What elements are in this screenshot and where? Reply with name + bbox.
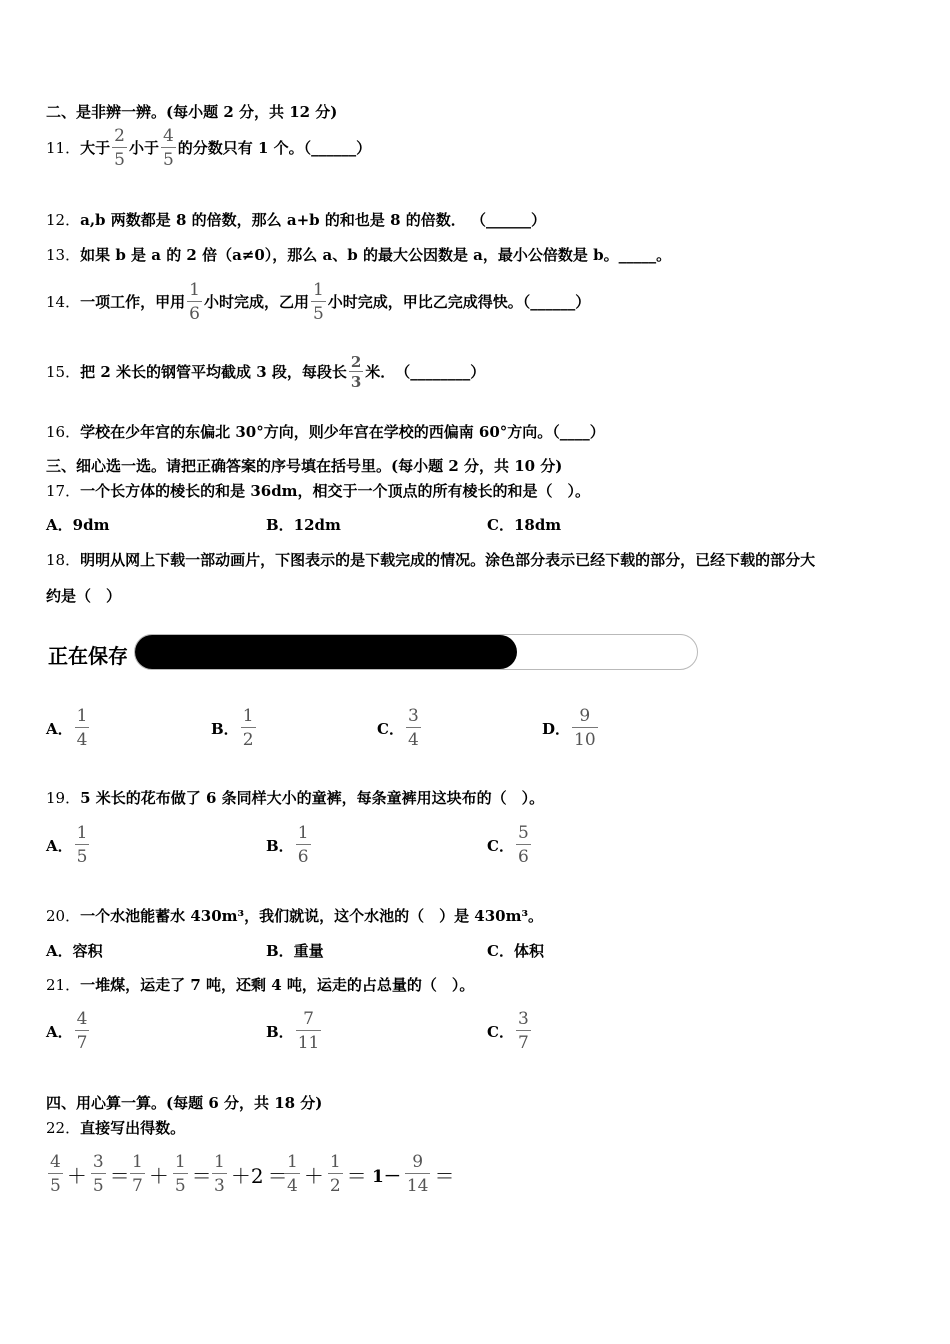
question-text: 5 米长的花布做了 6 条同样大小的童裤，每条童裤用这块布的（ ）。 — [80, 789, 545, 807]
fraction: $\frac{3}{7}$ — [517, 1009, 529, 1053]
fraction: $\frac{1}{3}$ — [214, 1152, 225, 1196]
question-number: 12． — [46, 211, 81, 229]
option-b[interactable] — [266, 1009, 323, 1053]
operator: ＋ — [303, 1163, 324, 1188]
question-number: 14． — [46, 293, 81, 311]
fraction: $\frac{1}{5}$ — [312, 280, 324, 324]
fraction: $\frac{1}{2}$ — [242, 706, 254, 750]
question-text: 如果 b 是 a 的 2 倍（a≠0），那么 a、b 的最大公因数是 a，最小公倍数是 b。_____。 — [80, 246, 672, 264]
fraction: $\frac{1}{6}$ — [297, 823, 309, 867]
question-text: 米． （________） — [365, 363, 486, 381]
question-text: 把 2 米长的钢管平均截成 3 段，每段长 — [80, 363, 347, 381]
progress-label: 正在保存 — [48, 644, 128, 668]
option-label: C． — [377, 719, 404, 738]
question-number: 16． — [46, 423, 81, 441]
option-label: B． — [266, 836, 294, 855]
section-4-heading: 四、用心算一算。(每题 6 分，共 18 分) — [46, 1094, 323, 1112]
question-19 — [46, 788, 544, 808]
fraction: $\frac{9}{14}$ — [406, 1152, 429, 1196]
question-number: 20． — [46, 907, 81, 925]
fraction: $\frac{1}{5}$ — [76, 823, 88, 867]
question-number: 11． — [46, 139, 81, 157]
option-a[interactable]: A．9dm — [46, 516, 110, 534]
option-d[interactable] — [542, 706, 600, 750]
question-number: 22． — [46, 1119, 81, 1137]
question-18-line-2: 约是（ ） — [46, 587, 122, 605]
fraction: $\frac{1}{6}$ — [189, 280, 200, 324]
question-text: a,b 两数都是 8 的倍数，那么 a+b 的和也是 8 的倍数． （______） — [80, 211, 546, 229]
option-label: C． — [487, 836, 514, 855]
question-20 — [46, 906, 543, 926]
calc-item — [210, 1152, 290, 1196]
fraction: $\frac{1}{4}$ — [76, 706, 88, 750]
question-15 — [46, 354, 485, 390]
question-11 — [46, 126, 371, 170]
operator: ＋ — [66, 1163, 87, 1188]
question-text: 学校在少年宫的东偏北 30°方向，则少年宫在学校的西偏南 60°方向。（____） — [80, 423, 605, 441]
option-label: B． — [211, 719, 239, 738]
question-12 — [46, 210, 546, 230]
question-number: 15． — [46, 363, 81, 381]
fraction: $\frac{4}{7}$ — [76, 1009, 88, 1053]
option-label: A． — [46, 1022, 73, 1041]
calc-item — [128, 1152, 214, 1196]
question-text: 小于 — [128, 139, 159, 157]
question-text: 小时完成，甲比乙完成得快。（______） — [327, 293, 591, 311]
question-number: 19． — [46, 789, 81, 807]
question-13 — [46, 245, 671, 265]
fraction: $\frac{1}{2}$ — [329, 1152, 341, 1196]
option-label: A． — [46, 719, 73, 738]
fraction: $\frac{1}{7}$ — [132, 1152, 143, 1196]
question-17 — [46, 481, 590, 501]
option-b[interactable] — [211, 706, 258, 750]
option-label: C． — [487, 1022, 514, 1041]
progress-fill — [135, 635, 517, 669]
question-21 — [46, 975, 474, 995]
question-number: 21． — [46, 976, 81, 994]
question-16 — [46, 422, 605, 442]
question-18-line-1 — [46, 550, 815, 570]
question-number: 17． — [46, 482, 81, 500]
calc-item — [370, 1152, 456, 1196]
question-text: 大于 — [80, 139, 111, 157]
option-a[interactable] — [46, 706, 91, 750]
operator: 1－ — [372, 1166, 401, 1187]
fraction: $\frac{9}{10}$ — [574, 706, 596, 750]
question-text: 明明从网上下载一部动画片，下图表示的是下载完成的情况。涂色部分表示已经下载的部分，已经下载的部分大 — [80, 551, 816, 569]
section-3-heading: 三、细心选一选。请把正确答案的序号填在括号里。(每小题 2 分，共 10 分) — [46, 457, 563, 475]
option-b[interactable] — [266, 823, 313, 867]
equals: ＝ — [109, 1163, 130, 1188]
equals: ＝ — [434, 1163, 455, 1188]
option-a[interactable] — [46, 1009, 91, 1053]
option-label: D． — [542, 719, 571, 738]
option-c[interactable]: C．18dm — [487, 516, 562, 534]
question-text: 小时完成，乙用 — [203, 293, 309, 311]
section-2-heading: 二、是非辨一辨。(每小题 2 分，共 12 分) — [46, 103, 338, 121]
option-c[interactable] — [487, 1009, 533, 1053]
option-c[interactable] — [487, 823, 533, 867]
question-number: 18． — [46, 551, 81, 569]
question-22 — [46, 1118, 185, 1138]
equals: ＝ — [346, 1163, 367, 1188]
option-label: A． — [46, 836, 73, 855]
fraction: $\frac{1}{5}$ — [174, 1152, 186, 1196]
fraction: $\frac{1}{4}$ — [287, 1152, 298, 1196]
fraction: $\frac{4}{5}$ — [162, 126, 174, 170]
option-b[interactable]: B．12dm — [266, 516, 341, 534]
question-text: 一个长方体的棱长的和是 36dm，相交于一个顶点的所有棱长的和是（ ）。 — [80, 482, 591, 500]
fraction: $\frac{2}{5}$ — [114, 126, 125, 170]
calc-item — [46, 1152, 132, 1196]
question-number: 13． — [46, 246, 81, 264]
calc-item — [283, 1152, 369, 1196]
fraction: $\frac{7}{11}$ — [297, 1009, 320, 1053]
equals: ＝ — [191, 1163, 212, 1188]
question-14 — [46, 280, 590, 324]
question-text: 一项工作，甲用 — [80, 293, 186, 311]
operator: ＋2 — [230, 1163, 264, 1188]
fraction: $\frac{4}{5}$ — [50, 1152, 61, 1196]
option-a[interactable] — [46, 823, 91, 867]
fraction: $\frac{2}{3}$ — [350, 353, 362, 391]
fraction: $\frac{3}{4}$ — [407, 706, 419, 750]
question-text: 一个水池能蓄水 430m³，我们就说，这个水池的（ ）是 430m³。 — [80, 907, 544, 925]
option-c[interactable] — [377, 706, 423, 750]
equals: ＝ — [267, 1163, 288, 1188]
option-label: B． — [266, 1022, 294, 1041]
progress-bar — [134, 634, 698, 670]
question-text: 直接写出得数。 — [80, 1119, 186, 1137]
question-text: 一堆煤，运走了 7 吨，还剩 4 吨，运走的占总量的（ ）。 — [80, 976, 475, 994]
operator: ＋ — [148, 1163, 169, 1188]
option-c[interactable]: C．体积 — [487, 942, 544, 960]
fraction: $\frac{5}{6}$ — [517, 823, 529, 867]
question-text: 的分数只有 1 个。（______） — [177, 139, 372, 157]
option-a[interactable]: A．容积 — [46, 942, 103, 960]
option-b[interactable]: B．重量 — [266, 942, 324, 960]
fraction: $\frac{3}{5}$ — [92, 1152, 104, 1196]
